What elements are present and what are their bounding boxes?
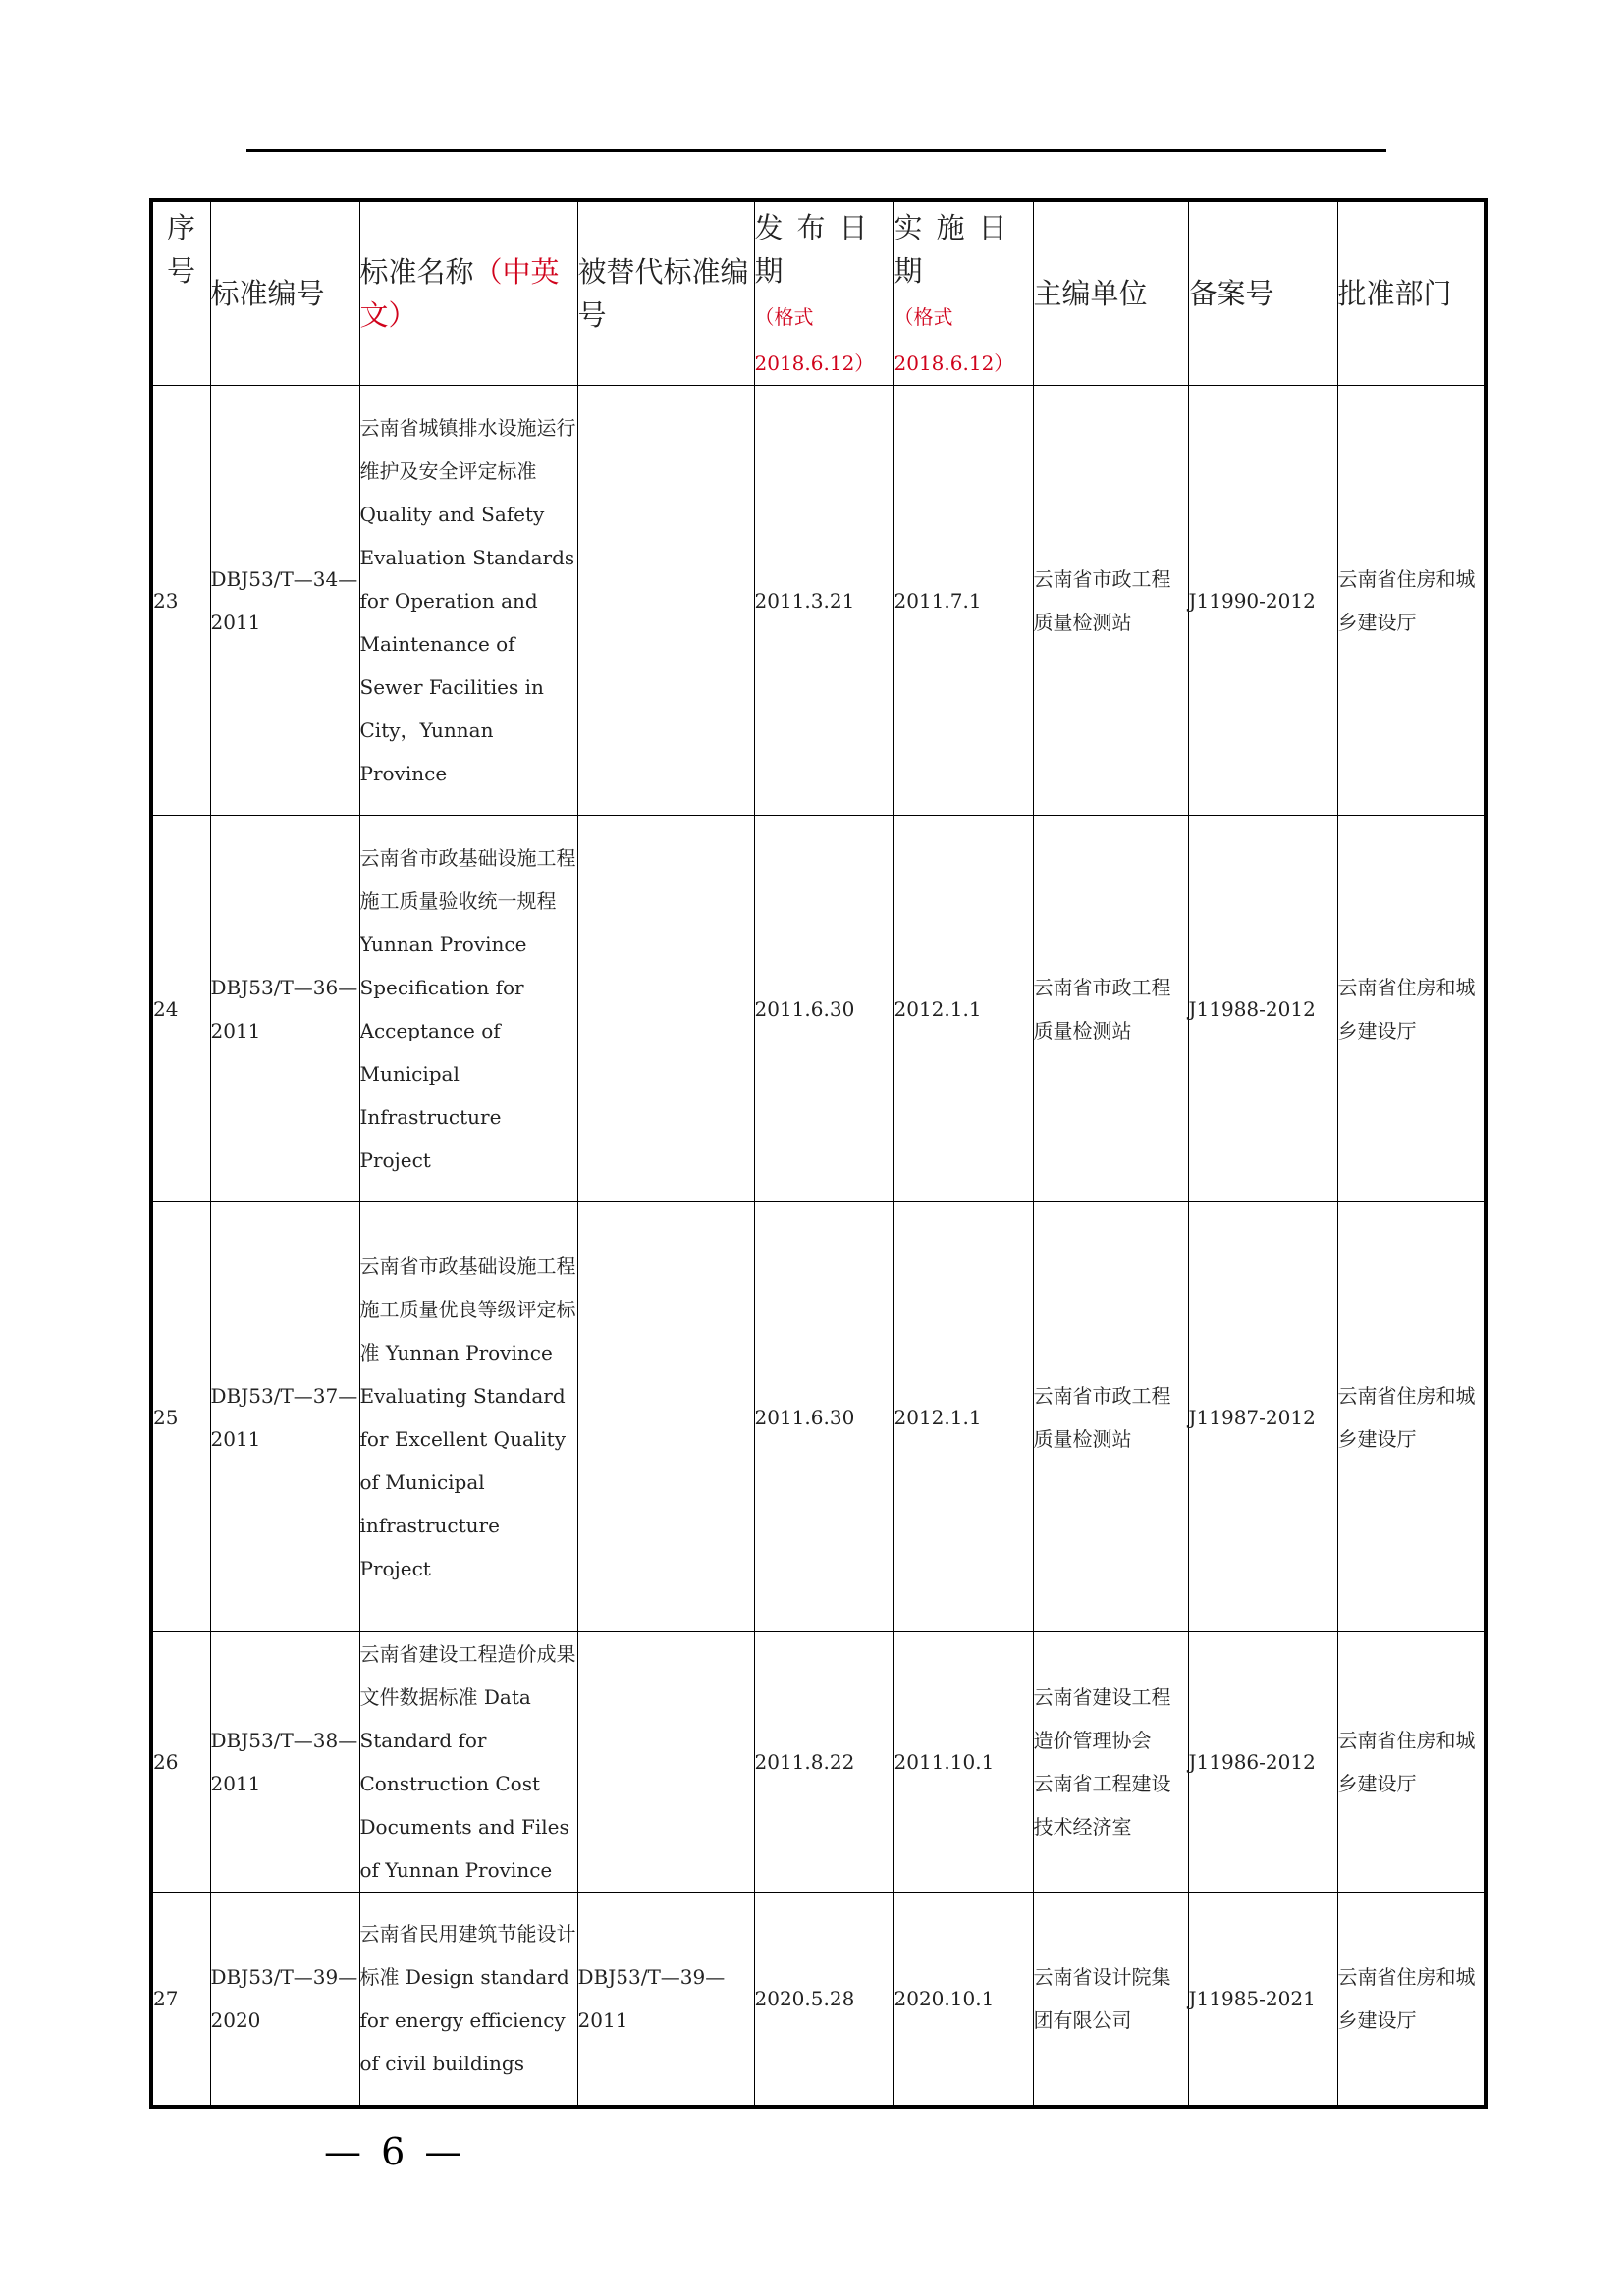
- header-rule: [246, 149, 1386, 152]
- header-name-text: 标准名称: [359, 255, 474, 289]
- page-number: — 6 —: [324, 2130, 466, 2173]
- row-replaced: [577, 1632, 754, 1893]
- row-name: 云南省民用建筑节能设计标准 Design standard for energy efficiency of civil buildings: [359, 1893, 577, 2107]
- row-filing: J11986-2012: [1188, 1632, 1337, 1893]
- row-issue-date: 2011.3.21: [754, 386, 893, 816]
- standards-table: [149, 198, 1488, 2109]
- header-code: 标准编号: [210, 200, 359, 386]
- row-issue-date: 2011.6.30: [754, 816, 893, 1202]
- row-filing: J11985-2021: [1188, 1893, 1337, 2107]
- row-replaced: [577, 386, 754, 816]
- row-unit: [1033, 816, 1188, 1202]
- row-seq: 23: [151, 386, 210, 816]
- row-filing: J11987-2012: [1188, 1202, 1337, 1632]
- row-code: DBJ53/T—38—2011: [210, 1632, 359, 1893]
- row-name: 云南省市政基础设施工程施工质量验收统一规程 Yunnan Province Specification for Acceptance of Municipal Infrastructure Project: [359, 816, 577, 1202]
- row-unit-line: 云南省市政工程质量检测站: [1033, 566, 1171, 634]
- row-issue-date: 2020.5.28: [754, 1893, 893, 2107]
- row-dept: 云南省住房和城乡建设厅: [1337, 816, 1486, 1202]
- table-row: [151, 386, 1486, 816]
- row-name: 云南省建设工程造价成果文件数据标准 Data Standard for Construction Cost Documents and Files of Yunnan Province: [359, 1632, 577, 1893]
- row-dept: 云南省住房和城乡建设厅: [1337, 1893, 1486, 2107]
- row-replaced: [577, 1202, 754, 1632]
- table-header-row: [151, 200, 1486, 386]
- row-unit-line: 云南省建设工程造价管理协会: [1033, 1685, 1171, 1752]
- header-impl-text: 实施日期: [893, 211, 1021, 288]
- header-name-lang: （中英文）: [359, 255, 560, 332]
- header-issue-text: 发布日期: [754, 211, 882, 288]
- row-seq: 25: [151, 1202, 210, 1632]
- row-name: 云南省城镇排水设施运行维护及安全评定标准 Quality and Safety Evaluation Standards for Operation and Maintenance of Sewer Facilities in City，Yunnan Province: [359, 386, 577, 816]
- row-code: DBJ53/T—39—2020: [210, 1893, 359, 2107]
- row-unit: [1033, 1632, 1188, 1893]
- row-code: DBJ53/T—37—2011: [210, 1202, 359, 1632]
- row-issue-date: 2011.6.30: [754, 1202, 893, 1632]
- row-replaced: [577, 816, 754, 1202]
- table-row: [151, 1202, 1486, 1632]
- row-unit-line: 云南省市政工程质量检测站: [1033, 1383, 1171, 1451]
- row-seq: 24: [151, 816, 210, 1202]
- header-filing: 备案号: [1188, 200, 1337, 386]
- row-impl-date: 2020.10.1: [893, 1893, 1033, 2107]
- row-filing: J11990-2012: [1188, 386, 1337, 816]
- table-row: [151, 816, 1486, 1202]
- table-row: [151, 1632, 1486, 1893]
- row-unit-line: 云南省市政工程质量检测站: [1033, 975, 1171, 1042]
- header-impl-date: [893, 200, 1033, 386]
- row-unit-line: 云南省设计院集团有限公司: [1033, 1964, 1171, 2032]
- row-seq: 26: [151, 1632, 210, 1893]
- header-seq: 序号: [151, 200, 210, 386]
- header-unit: 主编单位: [1033, 200, 1188, 386]
- row-unit: [1033, 386, 1188, 816]
- row-impl-date: 2011.10.1: [893, 1632, 1033, 1893]
- row-code: DBJ53/T—34—2011: [210, 386, 359, 816]
- row-filing: J11988-2012: [1188, 816, 1337, 1202]
- row-code: DBJ53/T—36—2011: [210, 816, 359, 1202]
- row-dept: 云南省住房和城乡建设厅: [1337, 1632, 1486, 1893]
- row-impl-date: 2012.1.1: [893, 1202, 1033, 1632]
- row-unit-line: 云南省工程建设技术经济室: [1033, 1772, 1171, 1839]
- row-unit: [1033, 1893, 1188, 2107]
- header-replaced: 被替代标准编号: [577, 200, 754, 386]
- row-impl-date: 2011.7.1: [893, 386, 1033, 816]
- row-dept: 云南省住房和城乡建设厅: [1337, 386, 1486, 816]
- row-name: 云南省市政基础设施工程施工质量优良等级评定标准 Yunnan Province Evaluating Standard for Excellent Quality of Municipal infrastructure Project: [359, 1202, 577, 1632]
- row-dept: 云南省住房和城乡建设厅: [1337, 1202, 1486, 1632]
- header-issue-date: [754, 200, 893, 386]
- row-seq: 27: [151, 1893, 210, 2107]
- row-impl-date: 2012.1.1: [893, 816, 1033, 1202]
- row-issue-date: 2011.8.22: [754, 1632, 893, 1893]
- header-impl-format: （格式2018.6.12）: [893, 305, 1014, 375]
- header-issue-format: （格式2018.6.12）: [754, 305, 875, 375]
- table-row: [151, 1893, 1486, 2107]
- row-replaced: DBJ53/T—39—2011: [577, 1893, 754, 2107]
- header-dept: 批准部门: [1337, 200, 1486, 386]
- header-name: [359, 200, 577, 386]
- row-unit: [1033, 1202, 1188, 1632]
